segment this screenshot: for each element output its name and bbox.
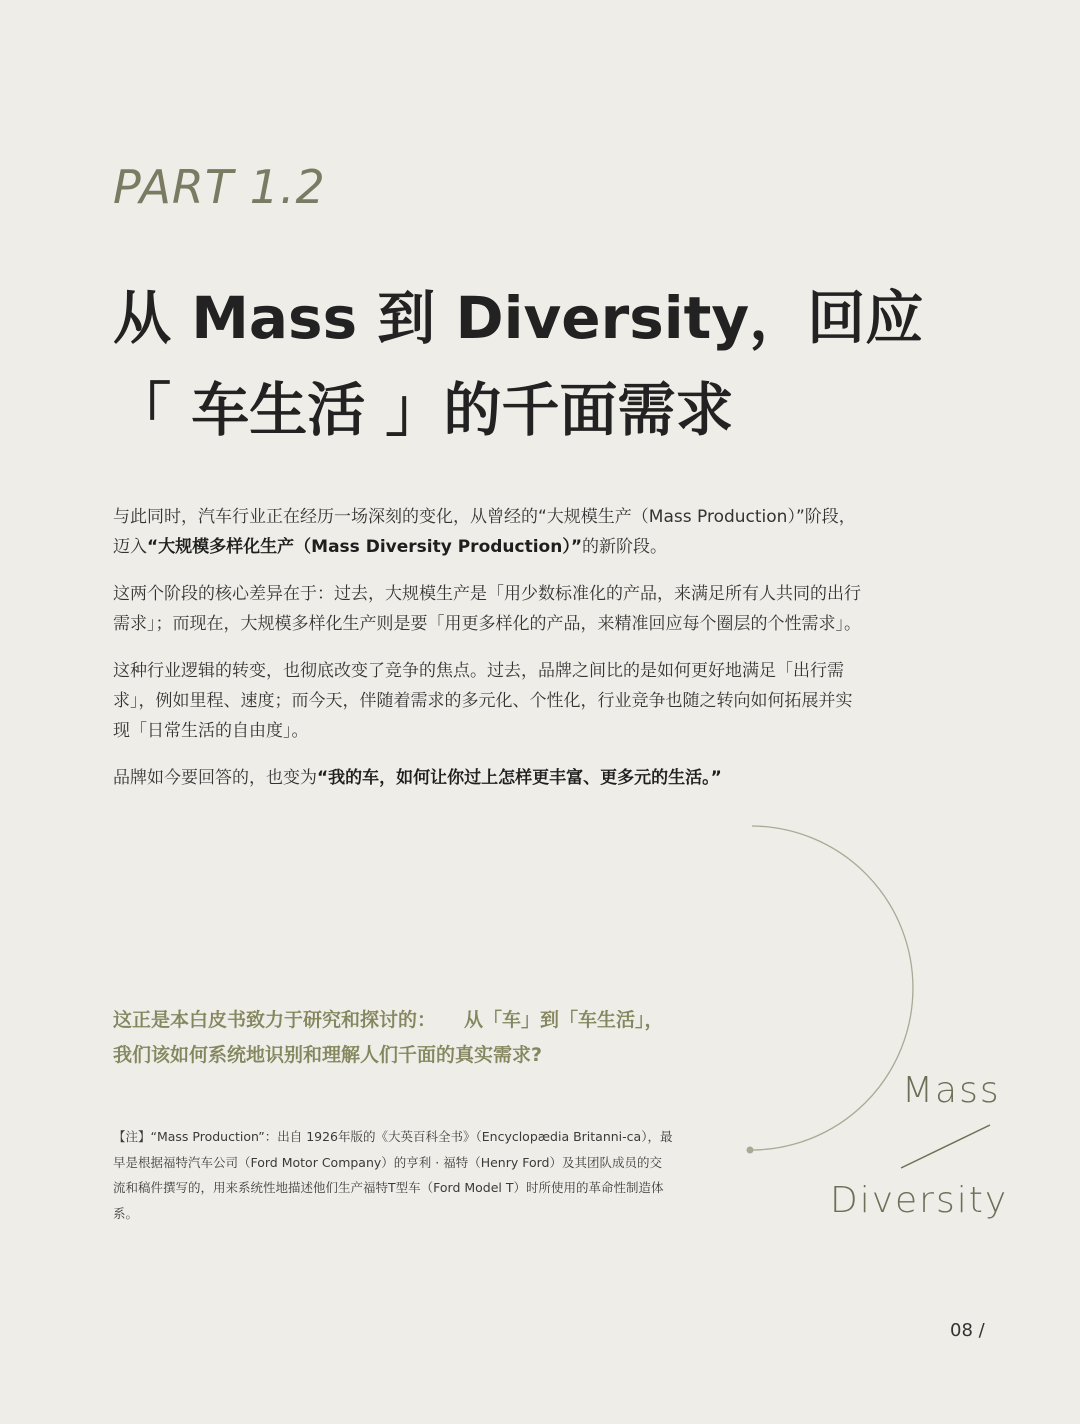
page-number: 08 / <box>950 1320 985 1341</box>
arc-end-dot <box>747 1147 754 1154</box>
paragraph-3: 这种行业逻辑的转变，也彻底改变了竞争的焦点。过去，品牌之间比的是如何更好地满足「出行需求」，例如里程、速度；而今天，伴随着需求的多元化、个性化，行业竞争也随之转向如何拓展并实现「日常生活的自由度」。 <box>113 661 853 741</box>
footnote: 【注】“Mass Production”：出自 1926年版的《大英百科全书》（Encyclopædia Britanni-ca），最早是根据福特汽车公司（Ford Motor Company）的亨利 · 福特（Henry Ford）及其团队成员的交流和稿件撰写的，用来系统性地描述他们生产福特T型车（Ford Model T）时所使用的革命性制造体系。 <box>113 1129 673 1221</box>
title-line-1: 从 Mass 到 Diversity，回应 <box>113 284 924 352</box>
paragraph-1-tail: 的新阶段。 <box>582 537 668 557</box>
highlight-line-1-b: 从「车」到「车生活」， <box>464 1009 664 1031</box>
paragraph-2: 这两个阶段的核心差异在于：过去，大规模生产是「用少数标准化的产品，来满足所有人共同的出行需求」；而现在，大规模多样化生产则是要「用更多样化的产品，来精准回应每个圈层的个性需求」。 <box>113 584 861 634</box>
paragraph-4-bold: “我的车，如何让你过上怎样更丰富、更多元的生活。” <box>317 768 722 788</box>
title-line-2: 「 车生活 」的千面需求 <box>113 376 734 444</box>
graphic-word-mass: Mass <box>902 1070 1001 1111</box>
highlight-line-1-a: 这正是本白皮书致力于研究和探讨的： <box>113 1009 437 1031</box>
paragraph-4-text: 品牌如今要回答的，也变为 <box>113 768 317 788</box>
highlight-line-2: 我们该如何系统地识别和理解人们千面的真实需求? <box>113 1044 543 1066</box>
graphic-word-diversity: Diversity <box>830 1180 1009 1221</box>
section-label: PART 1.2 <box>113 160 326 214</box>
paragraph-1-text: 与此同时，汽车行业正在经历一场深刻的变化，从曾经的“大规模生产（Mass Production）”阶段，迈入 <box>113 507 856 557</box>
paragraph-1-bold: “大规模多样化生产（Mass Diversity Production）” <box>147 537 583 557</box>
slash-divider <box>901 1125 990 1168</box>
arc-curve <box>750 826 913 1150</box>
